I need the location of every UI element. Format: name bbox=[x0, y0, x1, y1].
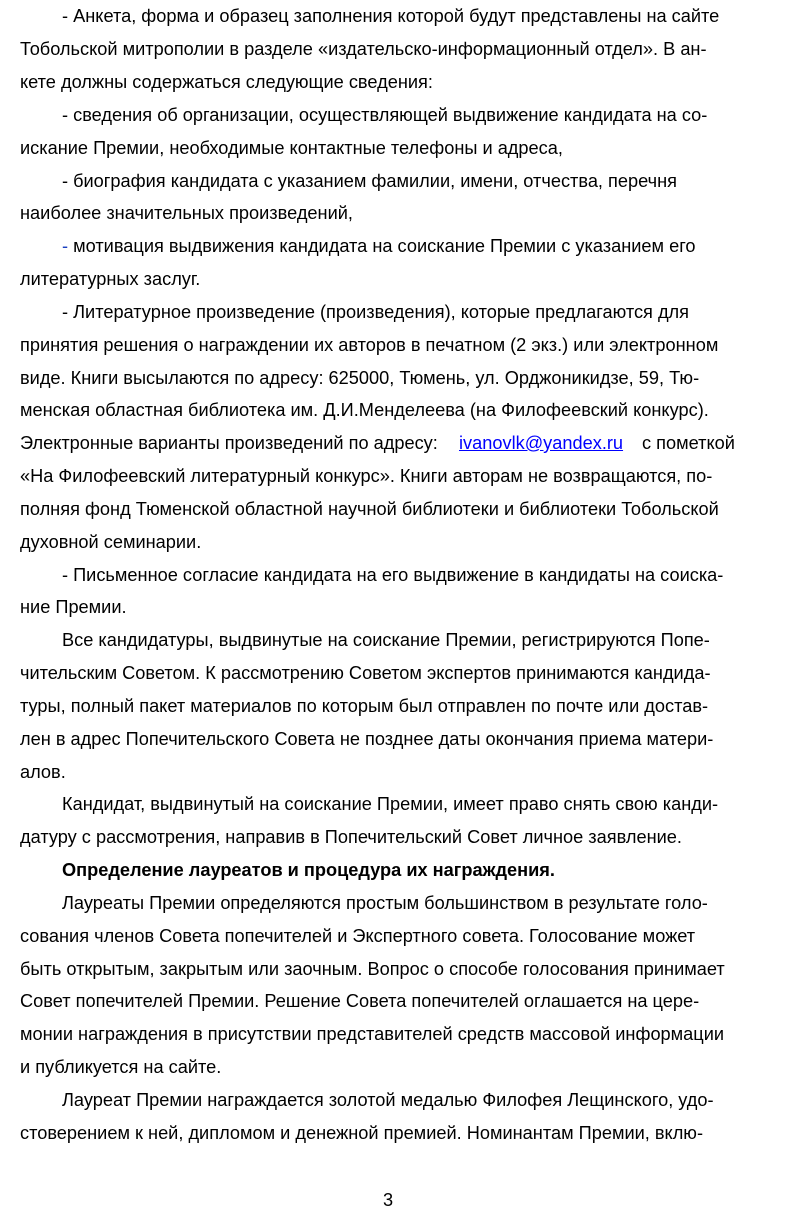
text-line: Кандидат, выдвинутый на соискание Премии, имеет право снять свою канди- bbox=[62, 794, 719, 814]
text-line: стоверением к ней, дипломом и денежной премией. Номинантам Премии, вклю- bbox=[20, 1123, 704, 1143]
text-line: - сведения об организации, осуществляющей выдвижение кандидата на со- bbox=[62, 105, 708, 125]
text-line: туры, полный пакет материалов по которым был отправлен по почте или достав- bbox=[20, 696, 709, 716]
text-line: ние Премии. bbox=[20, 597, 127, 617]
page-number: 3 bbox=[382, 1190, 394, 1210]
text-line: - Анкета, форма и образец заполнения которой будут представлены на сайте bbox=[62, 6, 720, 26]
text-line: датуру с рассмотрения, направив в Попечительский Совет личное заявление. bbox=[20, 827, 682, 847]
text-line: монии награждения в присутствии представителей средств массовой информации bbox=[20, 1024, 725, 1044]
text-line: Тобольской митрополии в разделе «издательско-информационный отдел». В ан- bbox=[20, 39, 707, 59]
text-fragment: мотивация выдвижения кандидата на соискание Премии с указанием его bbox=[68, 236, 696, 256]
text-fragment: Электронные варианты произведений по адресу: bbox=[20, 433, 438, 453]
text-line: принятия решения о награждении их авторов в печатном (2 экз.) или электронном bbox=[20, 335, 719, 355]
text-line: «На Филофеевский литературный конкурс». Книги авторам не возвращаются, по- bbox=[20, 466, 713, 486]
text-line: чительским Советом. К рассмотрению Советом экспертов принимаются кандида- bbox=[20, 663, 711, 683]
text-line: Лауреаты Премии определяются простым большинством в результате голо- bbox=[62, 893, 708, 913]
text-line: и публикуется на сайте. bbox=[20, 1057, 222, 1077]
dash-mark: - bbox=[62, 236, 69, 256]
text-line bbox=[62, 234, 696, 258]
text-line: лен в адрес Попечительского Совета не позднее даты окончания приема матери- bbox=[20, 729, 714, 749]
text-line: литературных заслуг. bbox=[20, 269, 201, 289]
text-line: искание Премии, необходимые контактные телефоны и адреса, bbox=[20, 138, 563, 158]
text-line: Совет попечителей Премии. Решение Совета попечителей оглашается на цере- bbox=[20, 991, 700, 1011]
email-link[interactable]: ivanovlk@yandex.ru bbox=[459, 433, 624, 453]
section-heading: Определение лауреатов и процедура их награждения. bbox=[62, 860, 555, 880]
text-line: алов. bbox=[20, 762, 66, 782]
text-line: виде. Книги высылаются по адресу: 625000, Тюмень, ул. Орджоникидзе, 59, Тю- bbox=[20, 368, 700, 388]
text-line: Лауреат Премии награждается золотой медалью Филофея Лещинского, удо- bbox=[62, 1090, 714, 1110]
text-line: духовной семинарии. bbox=[20, 532, 202, 552]
text-line: с пометкой bbox=[642, 433, 735, 453]
text-line: - Письменное согласие кандидата на его выдвижение в кандидаты на соиска- bbox=[62, 565, 724, 585]
text-line bbox=[20, 431, 438, 455]
text-line: - Литературное произведение (произведения), которые предлагаются для bbox=[62, 302, 690, 322]
text-line: полняя фонд Тюменской областной научной библиотеки и библиотеки Тобольской bbox=[20, 499, 719, 519]
text-line: - биография кандидата с указанием фамилии, имени, отчества, перечня bbox=[62, 171, 677, 191]
text-line: быть открытым, закрытым или заочным. Вопрос о способе голосования принимает bbox=[20, 959, 725, 979]
text-line: Все кандидатуры, выдвинутые на соискание Премии, регистрируются Попе- bbox=[62, 630, 710, 650]
text-line: кете должны содержаться следующие сведения: bbox=[20, 72, 433, 92]
text-line: наиболее значительных произведений, bbox=[20, 203, 353, 223]
text-line: менская областная библиотека им. Д.И.Менделеева (на Филофеевский конкурс). bbox=[20, 400, 709, 420]
text-line: сования членов Совета попечителей и Экспертного совета. Голосование может bbox=[20, 926, 696, 946]
